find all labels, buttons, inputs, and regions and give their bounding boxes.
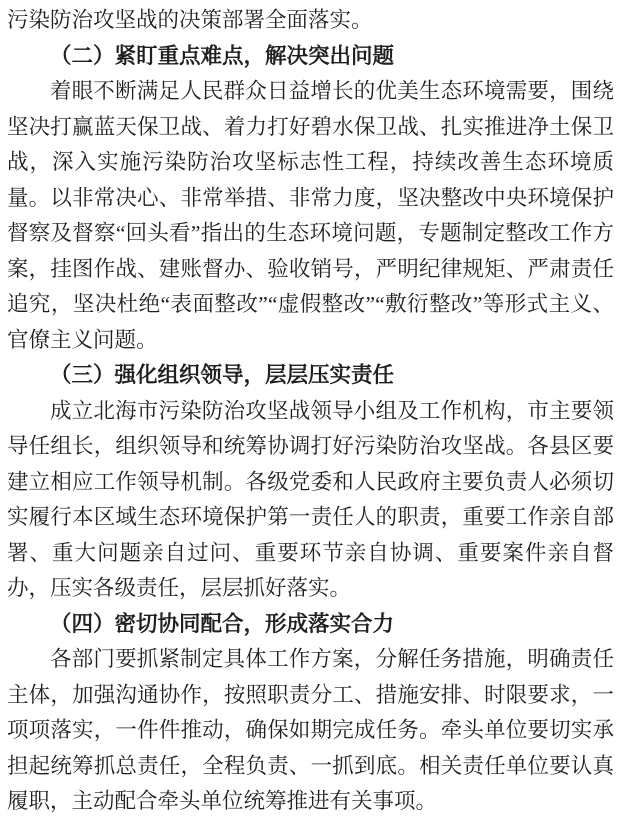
section-heading-3: （三）强化组织领导，层层压实责任 xyxy=(50,363,395,387)
paragraph-section-3: 成立北海市污染防治攻坚战领导小组及工作机构，市主要领导任组长，组织领导和统筹协调打好污染防治攻坚战。各县区要建立相应工作领导机制。各级党委和人民政府主要负责人必须切实履行本区域生态环境保护第一责任人的职责，重要工作亲自部署、重大问题亲自过问、重要环节亲自协调、重要案件亲自督办，压实各级责任，层层抓好落实。 xyxy=(7,398,614,600)
paragraph-section-2: 着眼不断满足人民群众日益增长的优美生态环境需要，围绕坚决打赢蓝天保卫战、着力打好碧水保卫战、扎实推进净土保卫战，深入实施污染防治攻坚标志性工程，持续改善生态环境质量。以非常决心、非常举措、非常力度，坚决整改中央环境保护督察及督察“回头看”指出的生态环境问题，专题制定整改工作方案，挂图作战、建账督办、验收销号，严明纪律规矩、严肃责任追究，坚决杜绝“表面整改”“虚假整改”“敷衍整改”等形式主义、官僚主义问题。 xyxy=(7,79,614,352)
section-heading-2: （二）紧盯重点难点，解决突出问题 xyxy=(50,43,395,68)
paragraph-continuation: 污染防治攻坚战的决策部署全面落实。 xyxy=(7,8,373,32)
document-body xyxy=(7,3,614,820)
section-heading-4: （四）密切协同配合，形成落实合力 xyxy=(50,611,395,636)
paragraph-section-4: 各部门要抓紧制定具体工作方案，分解任务措施，明确责任主体，加强沟通协作，按照职责分工、措施安排、时限要求，一项项落实，一件件推动，确保如期完成任务。牵头单位要切实承担起统筹抓总责任，全程负责、一抓到底。相关责任单位要认真履职，主动配合牵头单位统筹推进有关事项。 xyxy=(7,647,614,813)
